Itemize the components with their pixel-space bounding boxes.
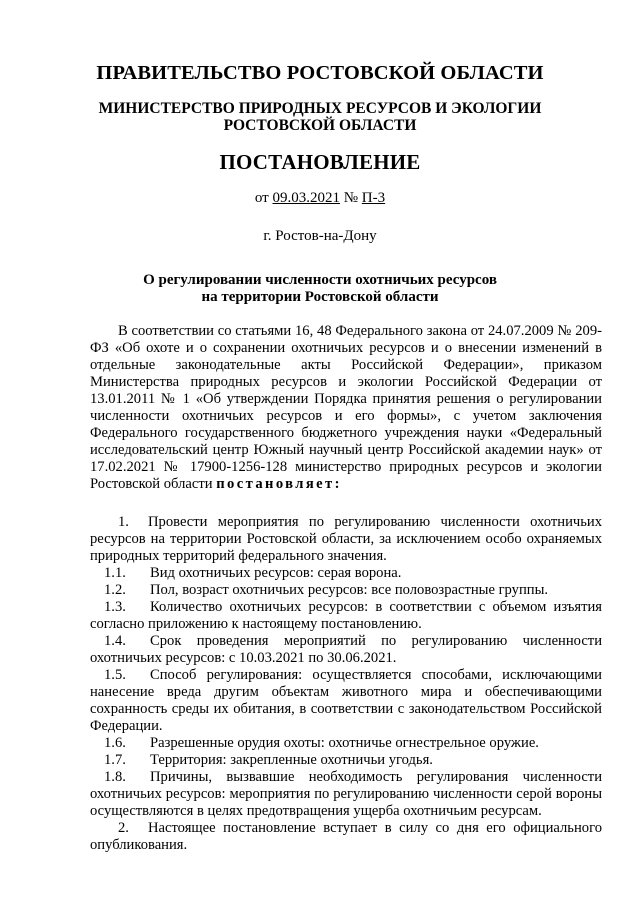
list-item [90,582,602,599]
decree-items [90,514,602,854]
list-item [90,667,602,735]
list-item [90,820,602,854]
ministry-heading [0,100,640,134]
item-number: 1.8. [104,769,126,785]
preamble-text: В соответствии со статьями 16, 48 Федерального закона от 24.07.2009 № 209-ФЗ «Об охоте и о сохранении охотничьих ресурсов и о внесении изменений в отдельные законодательные акты Российской Федерации», приказом Министерства природных ресурсов и экологии Российской Федерации от 13.01.2011 № 1 «Об утверждении Порядка принятия решения о регулировании численности охотничьих ресурсов и его формы», с учетом заключения Федерального государственного бюджетного учреждения науки «Федеральный исследовательский центр Южный научный центр Российской академии наук» от 17.02.2021 № 17900-1256-128 министерство природных ресурсов и экологии Ростовской области [90,323,602,492]
resolves-word: постановляет: [216,476,342,492]
item-number: 1.3. [104,599,126,615]
ministry-line-2: РОСТОВСКОЙ ОБЛАСТИ [223,117,417,134]
item-text: Провести мероприятия по регулированию численности охотничьих ресурсов на территории Ростовской области, за исключением особо охраняемых природных территорий федерального значения. [90,514,602,564]
item-number: 1.6. [104,735,126,751]
list-item [90,735,602,752]
item-text: Способ регулирования: осуществляется способами, исключающими нанесение вреда другим объектам животного мира и обеспечивающими сохранность среды их обитания, в соответствии с законодательством Российской Федерации. [90,667,602,734]
item-number: 1.1. [104,565,126,581]
date-prefix: от [254,190,273,206]
item-number: 1. [118,514,129,530]
date-number-line [0,190,640,207]
document-type: ПОСТАНОВЛЕНИЕ [219,150,421,174]
list-item [90,599,602,633]
item-text: Срок проведения мероприятий по регулированию численности охотничьих ресурсов: с 10.03.2021 по 30.06.2021. [90,633,602,666]
item-text: Причины, вызвавшие необходимость регулирования численности охотничьих ресурсов: мероприятия по регулированию численности серой вороны осуществляются в целях предотвращения ущерба охотничьим ресурсам. [90,769,602,819]
item-text: Настоящее постановление вступает в силу со дня его официального опубликования. [90,820,602,853]
item-number: 1.2. [104,582,126,598]
number-prefix: № [339,190,362,206]
city: г. Ростов-на-Дону [263,228,377,244]
title-line-2: на территории Ростовской области [201,289,439,305]
ministry-line-1: МИНИСТЕРСТВО ПРИРОДНЫХ РЕСУРСОВ И ЭКОЛОГИИ [98,100,542,117]
item-number: 1.4. [104,633,126,649]
item-text: Разрешенные орудия охоты: охотничье огнестрельное оружие. [150,735,539,751]
document-number: П-3 [361,190,386,206]
item-number: 2. [118,820,129,836]
list-item [90,514,602,565]
preamble [90,323,602,493]
list-item [90,633,602,667]
list-item [90,752,602,769]
title-line-1: О регулировании численности охотничьих ресурсов [143,272,497,288]
item-text: Вид охотничьих ресурсов: серая ворона. [150,565,402,581]
document-date: 09.03.2021 [272,190,340,206]
government-heading: ПРАВИТЕЛЬСТВО РОСТОВСКОЙ ОБЛАСТИ [96,62,544,84]
list-item [90,565,602,582]
item-text: Территория: закрепленные охотничьи угодья. [150,752,433,768]
item-text: Пол, возраст охотничьих ресурсов: все половозрастные группы. [150,582,549,598]
item-number: 1.5. [104,667,126,683]
item-text: Количество охотничьих ресурсов: в соответствии с объемом изъятия согласно приложению к настоящему постановлению. [90,599,602,632]
item-number: 1.7. [104,752,126,768]
document-title [0,272,640,306]
list-item [90,769,602,820]
